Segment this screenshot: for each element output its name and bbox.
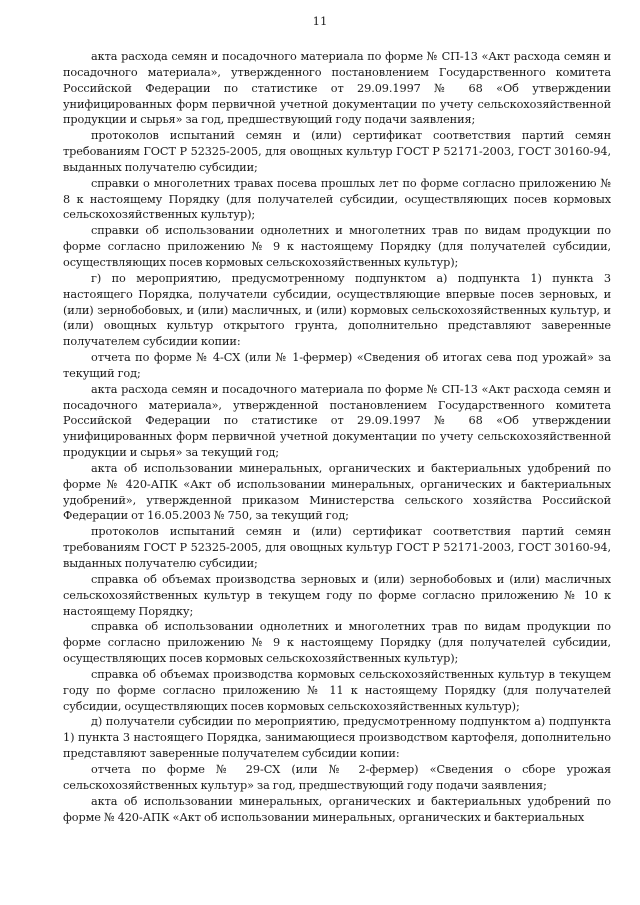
paragraph: справки о многолетних травах посева прошлых лет по форме согласно приложению № 8 к настоящему Порядку (для получателей субсидии, осуществляющих посев кормовых сельскохозяйственных культур); [63, 176, 611, 222]
document-body [63, 49, 611, 825]
paragraph: протоколов испытаний семян и (или) сертификат соответствия партий семян требованиям ГОСТ Р 52325-2005, для овощных культур ГОСТ Р 52171-2003, ГОСТ 30160-94, выданных получателю субсидии; [63, 525, 611, 570]
paragraph: акта расхода семян и посадочного материала по форме № СП-13 «Акт расхода семян и посадочного материала», утвержденного постановлением Государственного комитета Российской Федерации по статистике от 29.09.1997 № 68 «Об утверждении унифицированных форм первичной учетной документации по учету сельскохозяйственной продукции и сырья» за год, предшествующий году подачи заявления; [63, 50, 611, 127]
paragraph: отчета по форме № 4-СХ (или № 1-фермер) «Сведения об итогах сева под урожай» за текущий год; [63, 351, 611, 380]
paragraph: справка об использовании однолетних и многолетних трав по видам продукции по форме согласно приложению № 9 к настоящему Порядку (для получателей субсидии, осуществляющих посев кормовых сельскохозяйственных культур); [63, 620, 611, 666]
paragraph: справка об объемах производства зерновых и (или) зернобобовых и (или) масличных сельскохозяйственных культур в текущем году по форме согласно приложению № 10 к настоящему Порядку; [63, 572, 611, 618]
paragraph: отчета по форме № 29-СХ (или № 2-фермер) «Сведения о сборе урожая сельскохозяйственных культур» за год, предшествующий году подачи заявления; [63, 762, 611, 792]
paragraph: акта об использовании минеральных, органических и бактериальных удобрений по форме № 420-АПК «Акт об использовании минеральных, органических и бактериальных удобрений», утвержденной приказом Министерства сельского хозяйства Российской Федерации от 16.05.2003 № 750, за текущий год; [63, 461, 611, 523]
paragraph: справка об объемах производства кормовых сельскохозяйственных культур в текущем году по форме согласно приложению № 11 к настоящему Порядку (для получателей субсидии, осуществляющих посев кормовых сельскохозяйственных культур); [63, 667, 611, 713]
paragraph: акта расхода семян и посадочного материала по форме № СП-13 «Акт расхода семян и посадочного материала», утвержденной постановлением Государственного комитета Российской Федерации по статистике от 29.09.1997 № 68 «Об утверждении унифицированных форм первичной учетной документации по учету сельскохозяйственной продукции и сырья» за текущий год; [63, 382, 611, 460]
paragraph: г) по мероприятию, предусмотренному подпунктом а) подпункта 1) пункта 3 настоящего Порядка, получатели субсидии, осуществляющие впервые посев зерновых, и (или) зернобобовых, и (или) масличных, и (или) кормовых сельскохозяйственных культур, и (или) овощных культур открытого грунта, дополнительно представляют заверенные получателем субсидии копии: [63, 271, 611, 349]
paragraph: акта об использовании минеральных, органических и бактериальных удобрений по форме № 420-АПК «Акт об использовании минеральных, органических и бактериальных [63, 794, 611, 824]
paragraph: справки об использовании однолетних и многолетних трав по видам продукции по форме согласно приложению № 9 к настоящему Порядку (для получателей субсидии, осуществляющих посев кормовых сельскохозяйственных культур); [63, 224, 611, 269]
page-number: 11 [312, 14, 328, 28]
paragraph: д) получатели субсидии по мероприятию, предусмотренному подпунктом а) подпункта 1) пункта 3 настоящего Порядка, занимающиеся производством картофеля, дополнительно представляют заверенные получателем субсидии копии: [63, 715, 611, 761]
paragraph: протоколов испытаний семян и (или) сертификат соответствия партий семян требованиям ГОСТ Р 52325-2005, для овощных культур ГОСТ Р 52171-2003, ГОСТ 30160-94, выданных получателю субсидии; [63, 129, 611, 174]
